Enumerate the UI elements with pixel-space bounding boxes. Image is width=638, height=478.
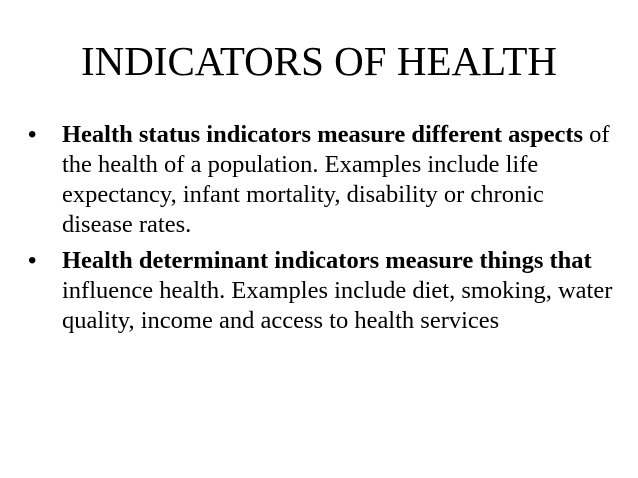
- bullet-dot-icon: •: [28, 247, 37, 274]
- bullet-item-health-determinant: [28, 246, 618, 336]
- bullet-item-health-status: [28, 120, 618, 240]
- bullet-list: [28, 120, 618, 342]
- slide-title: INDICATORS OF HEALTH: [80, 38, 558, 84]
- bullet-bold-text: Health status indicators measure different aspects: [62, 121, 584, 148]
- bullet-dot-icon: •: [28, 121, 37, 148]
- bullet-body-text: influence health. Examples include diet, smoking, water quality, income and access to health services: [62, 277, 613, 334]
- bullet-body-text: of the health of a population. Examples include life expectancy, infant mortality, disability or chronic disease rates.: [62, 121, 610, 238]
- bullet-bold-text: Health determinant indicators measure things that: [62, 247, 592, 274]
